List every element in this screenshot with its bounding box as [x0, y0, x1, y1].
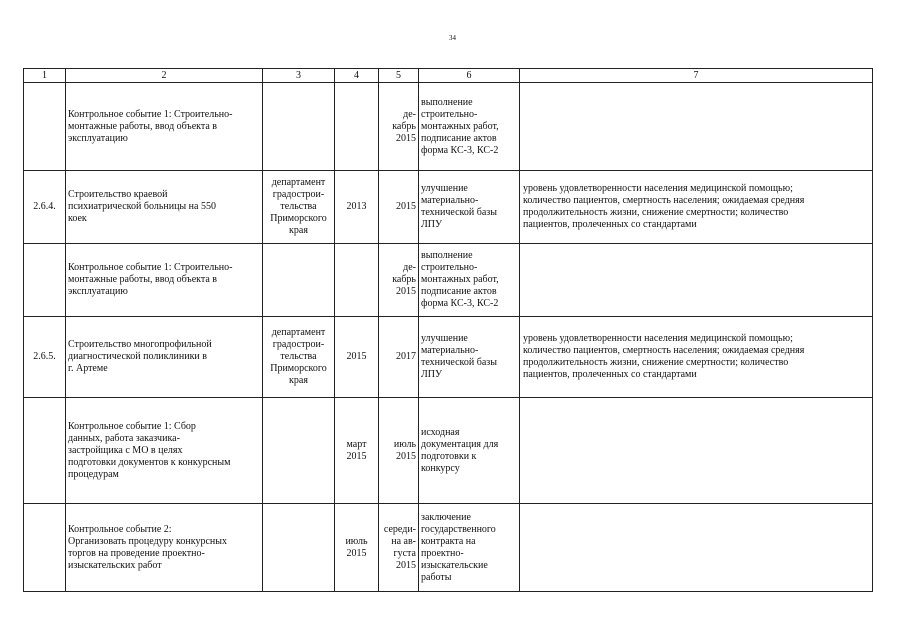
executor [263, 244, 335, 317]
column-header-7: 7 [520, 69, 873, 83]
table-row [24, 171, 873, 244]
event-name: Контрольное событие 2: Организовать процедуру конкурсных торгов на проведение проектно- изыскательских работ [66, 504, 263, 592]
start-date: июль 2015 [335, 504, 379, 592]
table-row [24, 317, 873, 398]
start-date: 2015 [335, 317, 379, 398]
column-header-1: 1 [24, 69, 66, 83]
column-header-3: 3 [263, 69, 335, 83]
end-date: июль 2015 [379, 398, 419, 504]
row-number: 2.6.4. [24, 171, 66, 244]
event-name: Строительство краевой психиатрической больницы на 550 коек [66, 171, 263, 244]
expected-result: выполнение строительно- монтажных работ, подписание актов форма КС-3, КС-2 [419, 83, 520, 171]
end-date: де- кабрь 2015 [379, 83, 419, 171]
indicators [520, 504, 873, 592]
event-name: Контрольное событие 1: Строительно- монтажные работы, ввод объекта в эксплуатацию [66, 244, 263, 317]
row-number: 2.6.5. [24, 317, 66, 398]
start-date: март 2015 [335, 398, 379, 504]
table-row [24, 504, 873, 592]
end-date: середи- на ав- густа 2015 [379, 504, 419, 592]
expected-result: улучшение материально- технической базы ЛПУ [419, 171, 520, 244]
column-header-5: 5 [379, 69, 419, 83]
executor: департамент градострои- тельства Приморского края [263, 171, 335, 244]
executor [263, 398, 335, 504]
row-number [24, 398, 66, 504]
indicators: уровень удовлетворенности населения медицинской помощью; количество пациентов, смертность населения; ожидаемая средняя продолжительность жизни, снижение смертности; количество пациентов, пролеченных со стандартами [520, 171, 873, 244]
page-number: 34 [449, 34, 456, 42]
table-row [24, 244, 873, 317]
program-events-table [23, 68, 873, 592]
header-row [24, 69, 873, 83]
event-name: Строительство многопрофильной диагностической поликлиники в г. Артеме [66, 317, 263, 398]
end-date: 2015 [379, 171, 419, 244]
table-row [24, 398, 873, 504]
indicators [520, 244, 873, 317]
event-name: Контрольное событие 1: Сбор данных, работа заказчика- застройщика с МО в целях подготовки документов к конкурсным процедурам [66, 398, 263, 504]
row-number [24, 244, 66, 317]
expected-result: исходная документация для подготовки к конкурсу [419, 398, 520, 504]
end-date: де- кабрь 2015 [379, 244, 419, 317]
start-date [335, 244, 379, 317]
table-row [24, 83, 873, 171]
executor [263, 504, 335, 592]
event-name: Контрольное событие 1: Строительно- монтажные работы, ввод объекта в эксплуатацию [66, 83, 263, 171]
row-number [24, 83, 66, 171]
column-header-6: 6 [419, 69, 520, 83]
expected-result: заключение государственного контракта на проектно- изыскательские работы [419, 504, 520, 592]
executor: департамент градострои- тельства Приморского края [263, 317, 335, 398]
indicators [520, 398, 873, 504]
expected-result: улучшение материально- технической базы ЛПУ [419, 317, 520, 398]
row-number [24, 504, 66, 592]
start-date: 2013 [335, 171, 379, 244]
end-date: 2017 [379, 317, 419, 398]
start-date [335, 83, 379, 171]
indicators [520, 83, 873, 171]
expected-result: выполнение строительно- монтажных работ, подписание актов форма КС-3, КС-2 [419, 244, 520, 317]
column-header-2: 2 [66, 69, 263, 83]
column-header-4: 4 [335, 69, 379, 83]
executor [263, 83, 335, 171]
indicators: уровень удовлетворенности населения медицинской помощью; количество пациентов, смертность населения; ожидаемая средняя продолжительность жизни, снижение смертности; количество пациентов, пролеченных со стандартами [520, 317, 873, 398]
